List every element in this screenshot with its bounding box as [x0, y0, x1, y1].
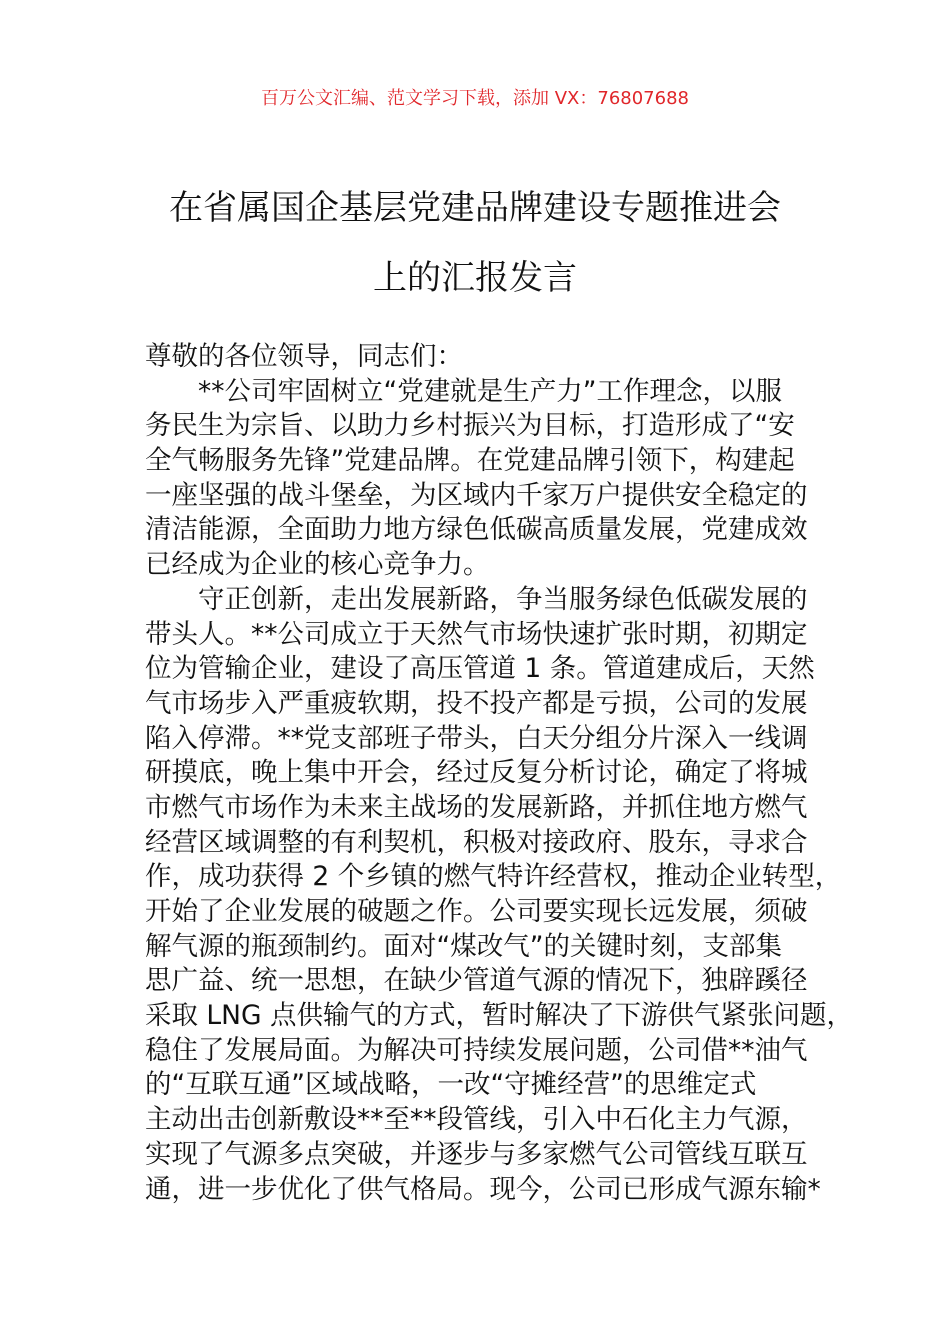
paragraph-line: **公司牢固树立“党建就是生产力”工作理念，以服 — [198, 375, 782, 407]
paragraph-line: 陷入停滞。**党支部班子带头，白天分组分片深入一线调 — [145, 722, 808, 754]
paragraph-line: 通，进一步优化了供气格局。现今，公司已形成气源东输* — [145, 1173, 821, 1205]
salutation: 尊敬的各位领导，同志们： — [145, 341, 463, 372]
paragraph-line: 带头人。**公司成立于天然气市场快速扩张时期，初期定 — [145, 618, 808, 650]
paragraph-line: 已经成为企业的核心竞争力。 — [145, 549, 490, 581]
paragraph-line: 的“互联互通”区域战略，一改“守摊经营”的思维定式 — [145, 1069, 757, 1101]
document-title-line-1: 在省属国企基层党建品牌建设专题推进会 — [169, 188, 781, 228]
paragraph — [145, 375, 845, 583]
paragraph-line: 一座坚强的战斗堡垒，为区域内千家万户提供安全稳定的 — [145, 479, 808, 511]
document-body — [145, 340, 853, 1207]
document-title-line-2: 上的汇报发言 — [373, 258, 577, 298]
paragraph-line: 守正创新，走出发展新路，争当服务绿色低碳发展的 — [198, 583, 808, 615]
paragraph-line: 经营区域调整的有利契机，积极对接政府、股东，寻求合 — [145, 826, 808, 858]
paragraph-line: 思广益、统一思想，在缺少管道气源的情况下，独辟蹊径 — [145, 965, 808, 997]
paragraph-line: 主动出击创新敷设**至**段管线，引入中石化主力气源， — [145, 1104, 808, 1136]
paragraph-line: 气市场步入严重疲软期，投不投产都是亏损，公司的发展 — [145, 687, 808, 719]
paragraph-line: 采取 LNG 点供输气的方式，暂时解决了下游供气紧张问题， — [145, 1000, 853, 1032]
paragraph-line: 全气畅服务先锋”党建品牌。在党建品牌引领下，构建起 — [145, 445, 795, 477]
paragraph-line: 开始了企业发展的破题之作。公司要实现长远发展，须破 — [145, 896, 808, 927]
paragraph-line: 作，成功获得 2 个乡镇的燃气特许经营权，推动企业转型， — [145, 861, 842, 893]
paragraph — [145, 583, 853, 1207]
paragraph-line: 解气源的瓶颈制约。面对“煤改气”的关键时刻，支部集 — [145, 930, 782, 962]
paragraph-line: 务民生为宗旨、以助力乡村振兴为目标，打造形成了“安 — [145, 410, 795, 442]
paragraph-line: 实现了气源多点突破，并逐步与多家燃气公司管线互联互 — [145, 1138, 808, 1170]
paragraph-line: 市燃气市场作为未来主战场的发展新路，并抓住地方燃气 — [145, 791, 808, 823]
paragraph-line: 稳住了发展局面。为解决可持续发展问题，公司借**油气 — [145, 1034, 808, 1066]
watermark-header: 百万公文汇编、范文学习下载，添加 VX：76807688 — [261, 88, 689, 109]
paragraph-line: 清洁能源，全面助力地方绿色低碳高质量发展，党建成效 — [145, 514, 808, 546]
paragraph-line: 研摸底，晚上集中开会，经过反复分析讨论，确定了将城 — [145, 757, 808, 789]
paragraph-line: 位为管输企业，建设了高压管道 1 条。管道建成后，天然 — [145, 653, 815, 685]
